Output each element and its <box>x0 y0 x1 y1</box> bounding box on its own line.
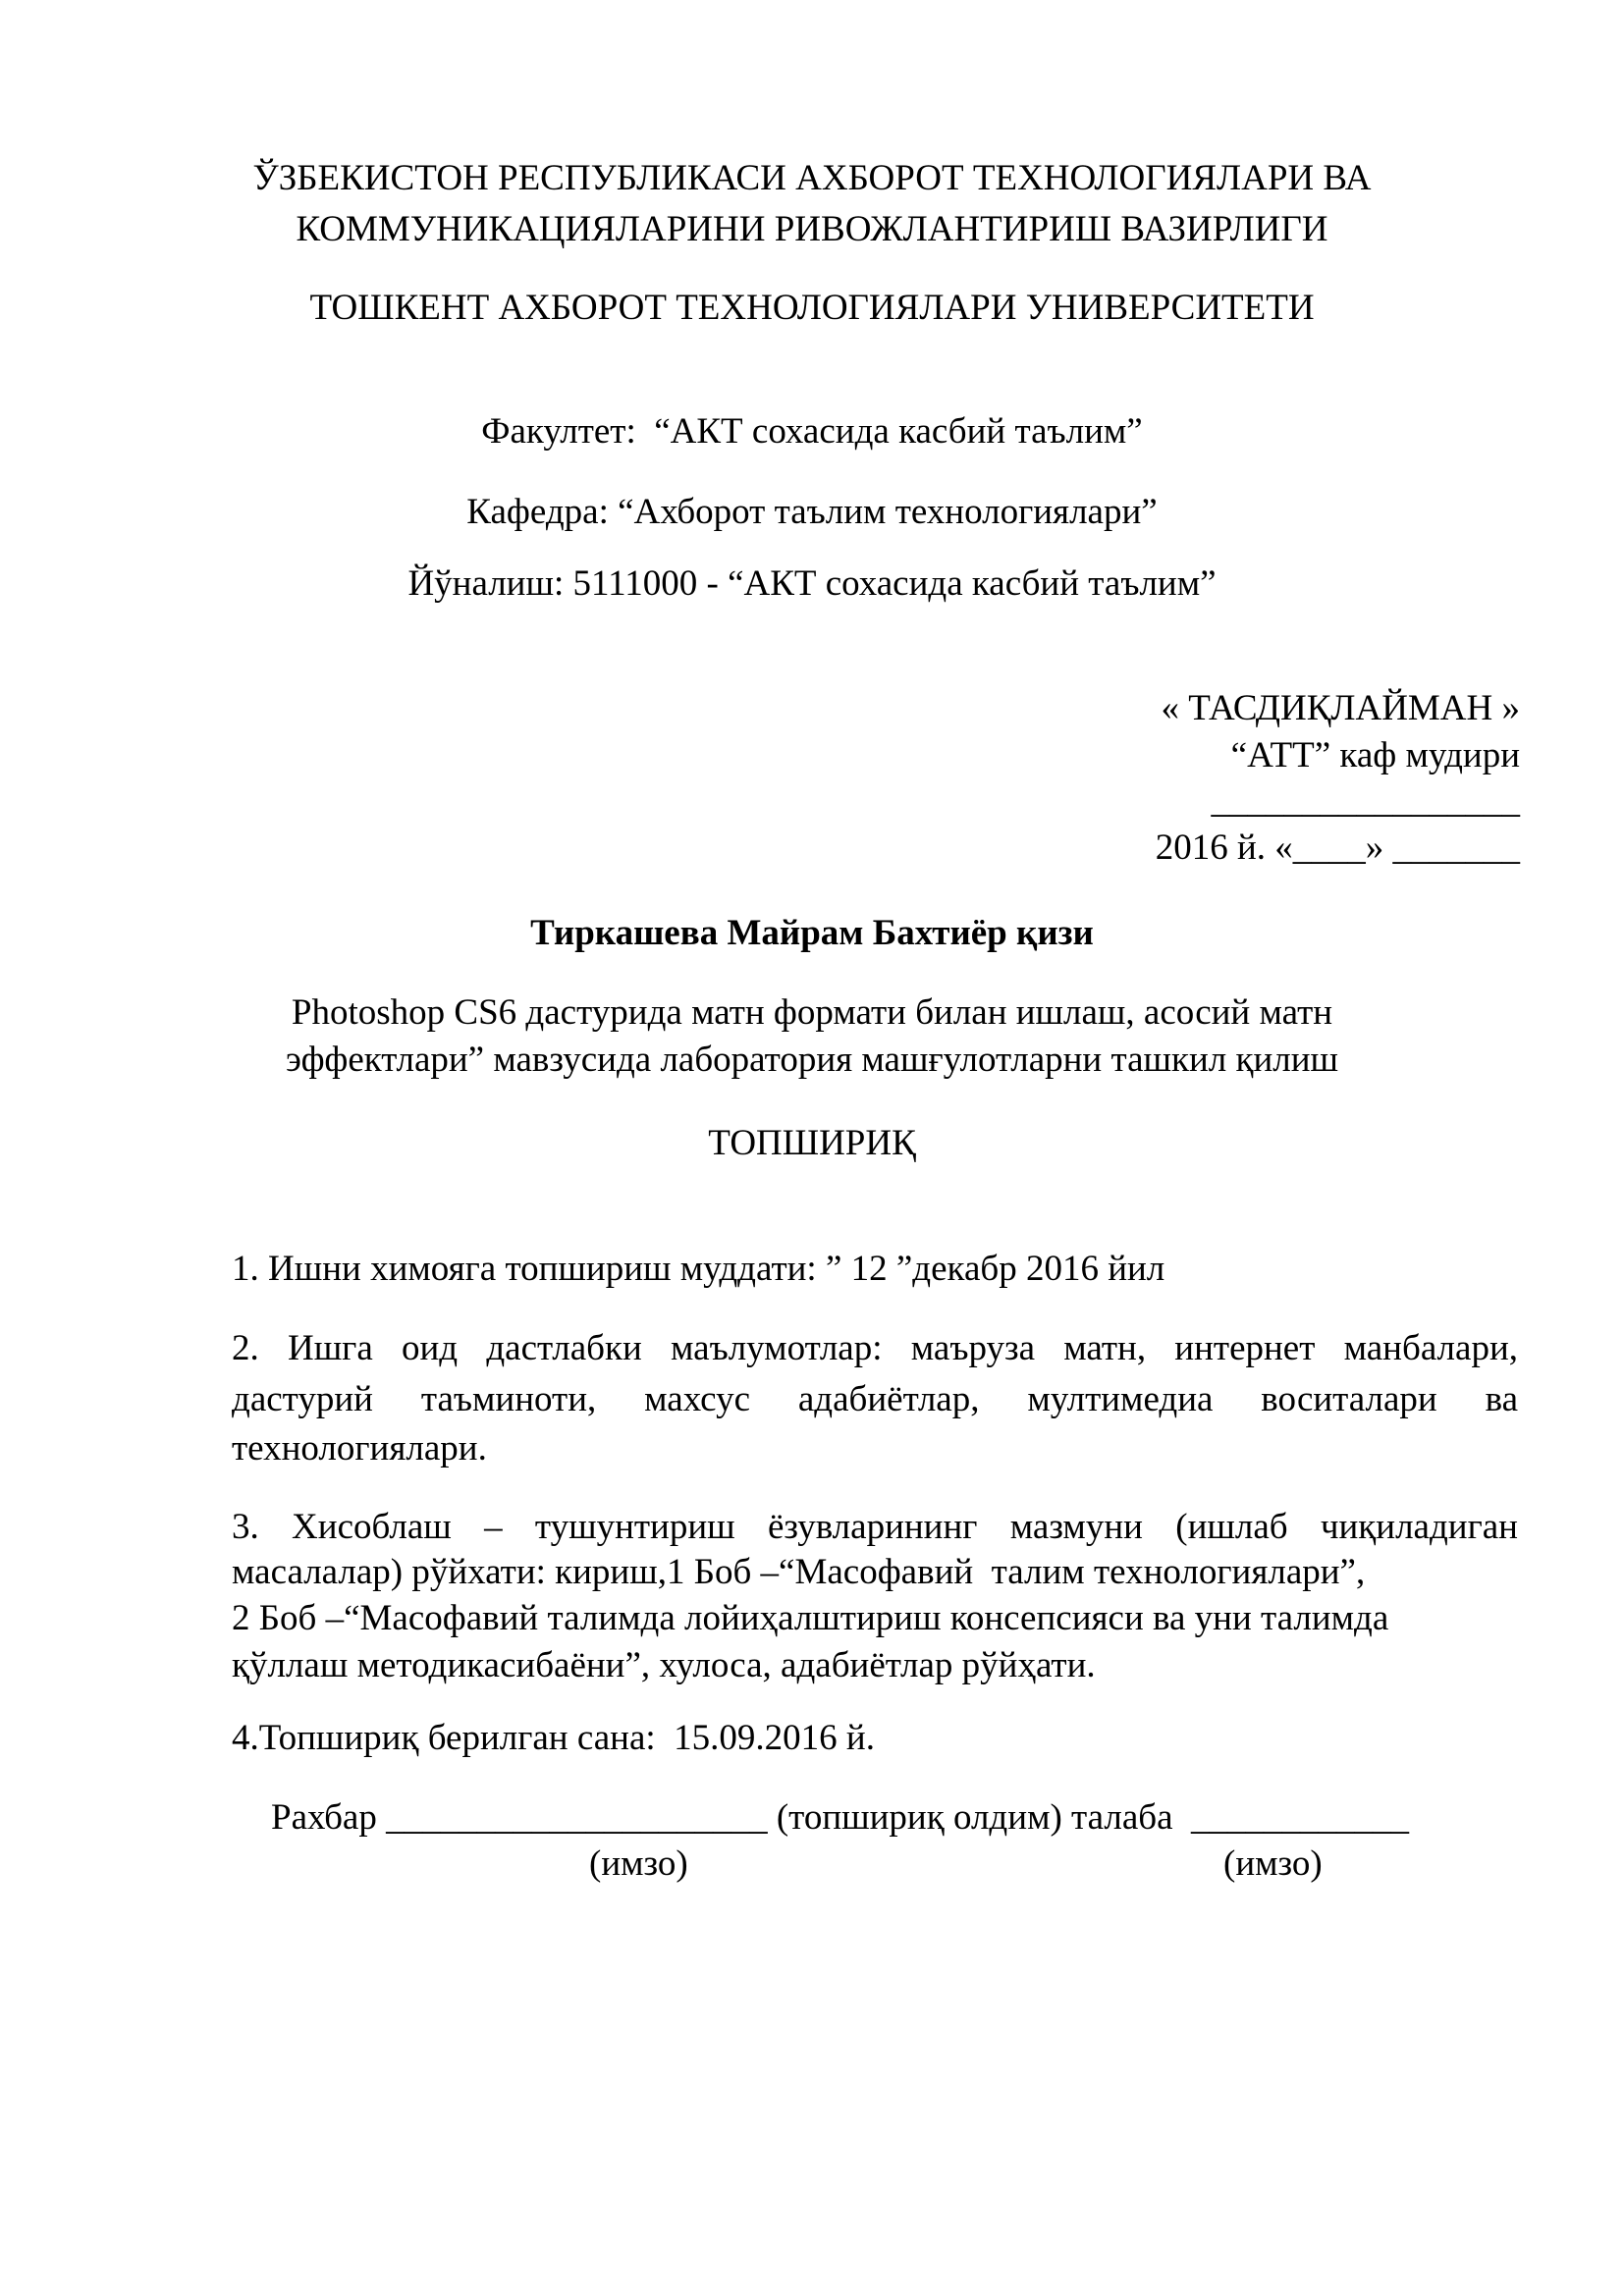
item-3-line-2: масалалар) рўйхати: кириш,1 Боб –“Масофавий талим технологиялари”, <box>232 1552 1366 1592</box>
direction-line: Йўналиш: 5111000 - “АКТ сохасида касбий таълим” <box>407 563 1217 604</box>
approval-title: « ТАСДИҚЛАЙМАН » <box>1161 688 1520 728</box>
ministry-line-1: ЎЗБЕКИСТОН РЕСПУБЛИКАСИ АХБОРОТ ТЕХНОЛОГИЯЛАРИ ВА <box>252 158 1372 198</box>
faculty-line: Факултет: “АКТ сохасида касбий таълим” <box>481 411 1143 452</box>
ministry-line-2: КОММУНИКАЦИЯЛАРИНИ РИВОЖЛАНТИРИШ ВАЗИРЛИГИ <box>296 209 1328 249</box>
student-name: Тиркашева Майрам Бахтиёр қизи <box>530 913 1094 953</box>
topic-line-2: эффектлари” мавзусида лаборатория машғулотларни ташкил қилиш <box>285 1040 1339 1080</box>
item-2-line-2: дастурий таъминоти, махсус адабиётлар, мултимедиа воситалари ва <box>232 1379 1518 1419</box>
approval-date-line: 2016 й. «____» _______ <box>1155 828 1520 868</box>
approval-signature-line: _________________ <box>1211 780 1520 821</box>
signature-label-right: (имзо) <box>1223 1843 1323 1884</box>
assignment-title: ТОПШИРИҚ <box>708 1123 916 1163</box>
topic-line-1: Photoshop CS6 дастурида матн формати билан ишлаш, асосий матн <box>291 992 1333 1033</box>
signature-line: Рахбар _____________________ (топшириқ олдим) талаба ____________ <box>271 1797 1410 1838</box>
university-name: ТОШКЕНТ АХБОРОТ ТЕХНОЛОГИЯЛАРИ УНИВЕРСИТЕТИ <box>309 288 1315 328</box>
item-4: 4.Топшириқ берилган сана: 15.09.2016 й. <box>232 1718 875 1758</box>
approval-position: “АТТ” каф мудири <box>1230 735 1520 775</box>
item-2-line-3: технологиялари. <box>232 1428 487 1468</box>
signature-label-left: (имзо) <box>589 1843 688 1884</box>
item-2-line-1: 2. Ишга оид дастлабки маълумотлар: маъруза матн, интернет манбалари, <box>232 1328 1518 1368</box>
department-line: Кафедра: “Ахборот таълим технологиялари” <box>466 492 1158 532</box>
item-1: 1. Ишни химояга топшириш муддати: ” 12 ”декабр 2016 йил <box>232 1249 1165 1289</box>
item-3-line-3: 2 Боб –“Масофавий талимда лойиҳалштириш консепсияси ва уни талимда <box>232 1598 1389 1638</box>
item-3-line-4: қўллаш методикасибаёни”, хулоса, адабиётлар рўйҳати. <box>232 1645 1096 1685</box>
item-3-line-1: 3. Хисоблаш – тушунтириш ёзувларининг мазмуни (ишлаб чиқиладиган <box>232 1507 1518 1547</box>
